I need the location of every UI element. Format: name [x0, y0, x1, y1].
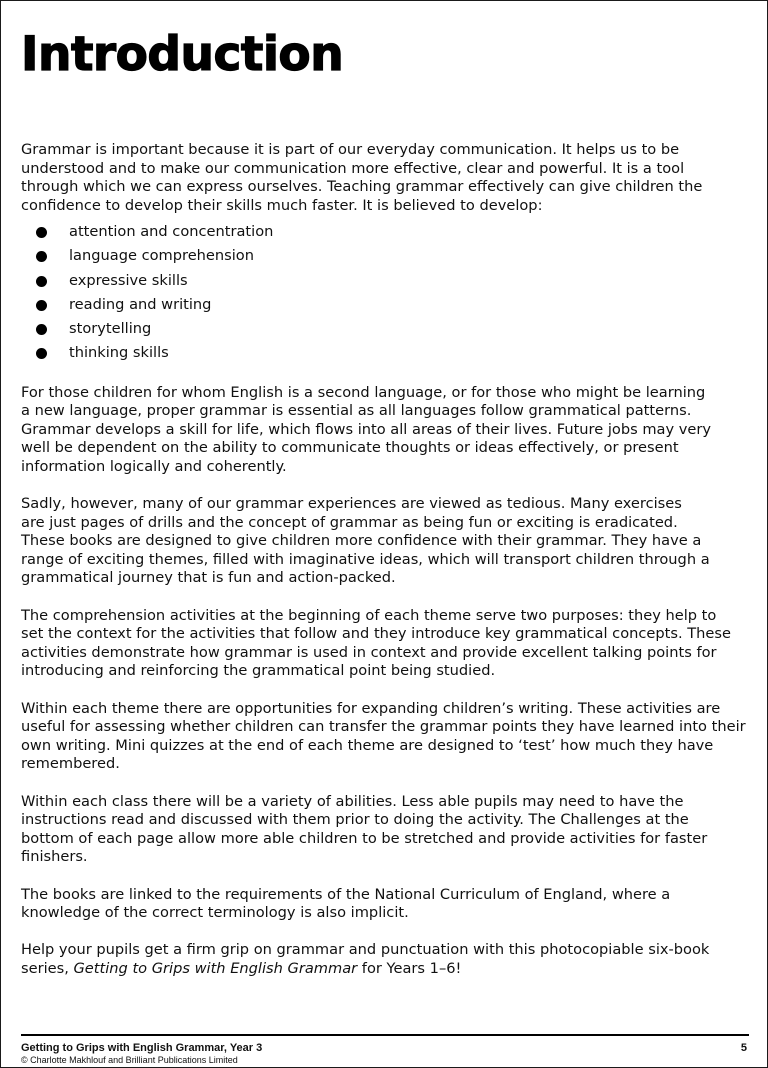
bullet-item [21, 244, 749, 268]
bullet-text: language comprehension [69, 247, 254, 265]
text-line: grammatical journey that is fun and action-packed. [21, 569, 396, 587]
bullet-text: thinking skills [69, 343, 169, 361]
text-line: information logically and coherently. [21, 457, 287, 475]
bullet-item [21, 269, 749, 293]
text-line: Grammar is important because it is part of our everyday communication. It helps us to be [21, 141, 680, 158]
text-line: useful for assessing whether children can transfer the grammar points they have learned into their [21, 718, 746, 736]
bullet-icon [36, 276, 47, 287]
text-line: Grammar develops a skill for life, which flows into all areas of their lives. Future jobs may very [21, 420, 712, 438]
bullet-icon [36, 348, 47, 359]
bullet-text: reading and writing [69, 295, 212, 313]
paragraph-closing [21, 941, 749, 978]
text-line: understood and to make our communication more effective, clear and powerful. It is a tool [21, 159, 685, 177]
bullet-item [21, 317, 749, 341]
bullet-item [21, 293, 749, 317]
footer-copyright: © Charlotte Makhlouf and Brilliant Publications Limited [21, 1055, 238, 1065]
skills-bullet-list [21, 220, 749, 365]
body-text [21, 141, 749, 979]
text-line: a new language, proper grammar is essential as all languages follow grammatical patterns. [21, 402, 692, 420]
text-line: Sadly, however, many of our grammar experiences are viewed as tedious. Many exercises [21, 495, 682, 513]
paragraph-writing [21, 700, 749, 774]
text-line: bottom of each page allow more able children to be stretched and provide activities for faster [21, 829, 708, 847]
text-line: through which we can express ourselves. Teaching grammar effectively can give children the [21, 178, 703, 196]
text-line: range of exciting themes, filled with imaginative ideas, which will transport children through a [21, 550, 710, 568]
text-line: Help your pupils get a firm grip on grammar and punctuation with this photocopiable six-book [21, 941, 710, 959]
bullet-item [21, 220, 749, 244]
text-line: These books are designed to give children more confidence with their grammar. They have a [21, 532, 702, 550]
text-line: own writing. Mini quizzes at the end of each theme are designed to ‘test’ how much they have [21, 736, 714, 754]
series-title: Getting to Grips with English Grammar [73, 959, 358, 977]
paragraph-comprehension [21, 607, 749, 681]
page-title: Introduction [21, 27, 344, 82]
text-line: set the context for the activities that follow and they introduce key grammatical concepts. These [21, 625, 731, 643]
bullet-icon [36, 227, 47, 238]
paragraph-tedious [21, 495, 749, 588]
bullet-text: attention and concentration [69, 223, 274, 241]
text-line: confidence to develop their skills much faster. It is believed to develop: [21, 196, 543, 214]
bullet-icon [36, 300, 47, 311]
bullet-icon [36, 251, 47, 262]
page-number: 5 [740, 1042, 747, 1054]
bullet-text: expressive skills [69, 271, 188, 289]
bullet-icon [36, 324, 47, 335]
text-line: Within each class there will be a variety of abilities. Less able pupils may need to have the [21, 792, 684, 810]
text-line: finishers. [21, 848, 88, 866]
text-line: introducing and reinforcing the grammatical point being studied. [21, 662, 496, 680]
paragraph-second-language [21, 384, 749, 477]
bullet-item [21, 341, 749, 365]
text-line: instructions read and discussed with them prior to doing the activity. The Challenges at the [21, 811, 689, 829]
text-line: For those children for whom English is a second language, or for those who might be learning [21, 383, 706, 401]
text-fragment: series, [21, 959, 74, 977]
text-line: well be dependent on the ability to communicate thoughts or ideas effectively, or present [21, 439, 679, 457]
text-line: are just pages of drills and the concept of grammar as being fun or exciting is eradicated. [21, 513, 678, 531]
bullet-text: storytelling [69, 319, 152, 337]
intro-paragraph [21, 141, 749, 215]
text-line: remembered. [21, 755, 120, 773]
paragraph-curriculum [21, 886, 749, 923]
footer-book-title: Getting to Grips with English Grammar, Year 3 [21, 1042, 263, 1054]
footer-divider [21, 1034, 749, 1036]
text-fragment: for Years 1–6! [357, 959, 462, 977]
text-line: Within each theme there are opportunities for expanding children’s writing. These activities are [21, 699, 721, 717]
text-line: activities demonstrate how grammar is used in context and provide excellent talking points for [21, 643, 717, 661]
text-line: The books are linked to the requirements of the National Curriculum of England, where a [21, 885, 671, 903]
text-line: knowledge of the correct terminology is also implicit. [21, 904, 409, 922]
text-line: The comprehension activities at the beginning of each theme serve two purposes: they help to [21, 606, 717, 624]
paragraph-abilities [21, 793, 749, 867]
